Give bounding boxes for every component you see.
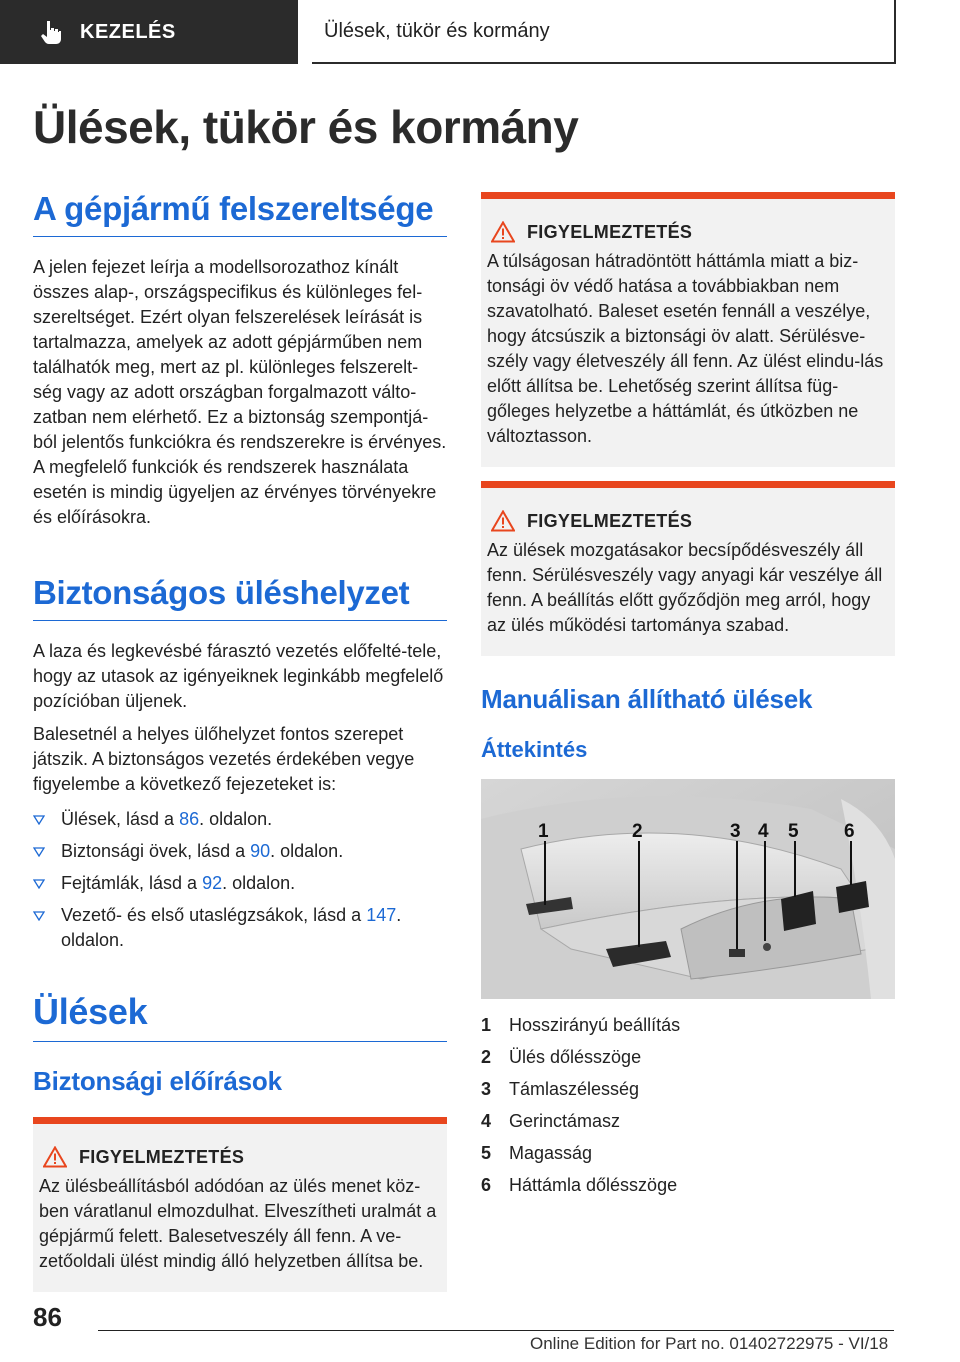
heading-overview: Áttekintés	[481, 737, 588, 762]
warning-text: Az ülésbeállításból adódóan az ülés menet köz-ben váratlanul elmozdulhat. Elveszítheti uralmát a gépjármű felett. Balesetveszély áll fenn. A ve-zetőoldali ülést mindig álló helyzetben állítsa be.	[39, 1176, 437, 1271]
right-column	[481, 192, 895, 1205]
legend-item: 2 Ülés dőlésszöge	[481, 1047, 642, 1067]
legend-item: 4 Gerinctámasz	[481, 1111, 621, 1131]
chapter-label: Ülések, tükör és kormány	[324, 19, 550, 42]
image-label: 2	[632, 821, 643, 842]
reference-list	[33, 807, 447, 953]
page-link[interactable]: 90	[250, 841, 271, 861]
heading-equipment: A gépjármű felszereltsége	[33, 190, 447, 237]
image-label: 5	[788, 821, 799, 842]
page-number: 86	[33, 1302, 62, 1332]
equipment-text: A jelen fejezet leírja a modellsorozathoz kínált összes alap-, országspecifikus és különleges fel-szereltséget. Ezért olyan felszerelések leírását is tartalmazza, amelyek az adott gépjárműben nem találhatók meg, mert az pl. különleges felszerelt-ség vagy az adott országban forgalmazott válto-zatban nem elérhető. Ez a biztonság szempontjá-ból jelentős funkciókra és rendszerekre is érvényes. A megfelelő funkciók és rendszerek használata esetén is mindig ügyeljen az érvényes törvényekre és előírásokra.	[33, 257, 447, 527]
legend-item: 1 Hosszirányú beállítás	[481, 1015, 681, 1035]
footer-divider	[98, 1330, 894, 1331]
reference-item: Vezető- és első utaslégzsákok, lásd a 147. oldalon.	[33, 903, 447, 953]
reference-item: Fejtámlák, lásd a 92. oldalon.	[33, 871, 447, 896]
warning-box	[481, 192, 895, 467]
triangle-bullet-icon	[33, 911, 45, 921]
chapter-tab	[312, 0, 896, 64]
seat-illustration	[481, 779, 895, 999]
warning-title: FIGYELMEZTETÉS	[527, 510, 693, 531]
image-label: 6	[844, 821, 855, 842]
reference-item: Ülések, lásd a 86. oldalon.	[33, 807, 447, 832]
safe-position-text-1: A laza és legkevésbé fárasztó vezetés előfelté-tele, hogy az utasok az igényeiknek leginkább megfelelő pozícióban üljenek.	[33, 641, 444, 711]
triangle-bullet-icon	[33, 879, 45, 889]
warning-title: FIGYELMEZTETÉS	[527, 221, 693, 242]
page-link[interactable]: 92	[202, 873, 223, 893]
section-label: KEZELÉS	[80, 20, 176, 43]
footer-edition: Online Edition for Part no. 01402722975 - VI/18	[530, 1334, 889, 1353]
page-link[interactable]: 86	[179, 809, 200, 829]
legend-item: 6 Háttámla dőlésszöge	[481, 1175, 678, 1195]
warning-triangle-icon	[491, 510, 515, 532]
image-label: 4	[758, 821, 769, 842]
heading-manual-seats: Manuálisan állítható ülések	[481, 684, 813, 714]
section-tab	[0, 0, 298, 64]
legend-item: 3 Támlaszélesség	[481, 1079, 640, 1099]
heading-safety-rules: Biztonsági előírások	[33, 1066, 282, 1096]
heading-safe-position: Biztonságos üléshelyzet	[33, 574, 447, 621]
legend-item: 5 Magasság	[481, 1143, 593, 1163]
warning-text: A túlságosan hátradöntött háttámla miatt a biz-tonsági öv védő hatása a továbbiakban nem szavatolható. Baleset esetén fennáll a veszélye, hogy átcsúszik a biztonsági öv alatt. Sérülésve-szély vagy életveszély áll fenn. Az ülést elindu-lás előtt állítsa be. Lehetőség szerint állítsa füg-gőleges helyzetbe a háttámlát, és útközben ne változtasson.	[487, 251, 884, 446]
warning-text: Az ülések mozgatásakor becsípődésveszély áll fenn. Sérülésveszély vagy anyagi kár veszélye áll fenn. A beállítás előtt győződjön meg arról, hogy az ülés működési tartománya szabad.	[487, 540, 883, 635]
warning-box	[481, 481, 895, 656]
heading-seats: Ülések	[33, 991, 447, 1042]
image-legend	[481, 1013, 895, 1198]
triangle-bullet-icon	[33, 847, 45, 857]
warning-triangle-icon	[43, 1146, 67, 1168]
image-label: 3	[730, 821, 741, 842]
safe-position-text-2: Balesetnél a helyes ülőhelyzet fontos szerepet játszik. A biztonságos vezetés érdekében vegye figyelembe a következő fejezeteket is:	[33, 724, 415, 794]
seat-controls-image	[481, 779, 895, 999]
warning-triangle-icon	[491, 221, 515, 243]
left-column	[33, 190, 447, 1292]
page-title: Ülések, tükör és kormány	[33, 101, 579, 153]
warning-box	[33, 1117, 447, 1292]
triangle-bullet-icon	[33, 815, 45, 825]
reference-item: Biztonsági övek, lásd a 90. oldalon.	[33, 839, 447, 864]
hand-pointer-icon	[38, 19, 64, 45]
page-link[interactable]: 147	[366, 905, 397, 925]
image-label: 1	[538, 821, 549, 842]
page-header	[0, 0, 960, 66]
warning-title: FIGYELMEZTETÉS	[79, 1146, 245, 1167]
